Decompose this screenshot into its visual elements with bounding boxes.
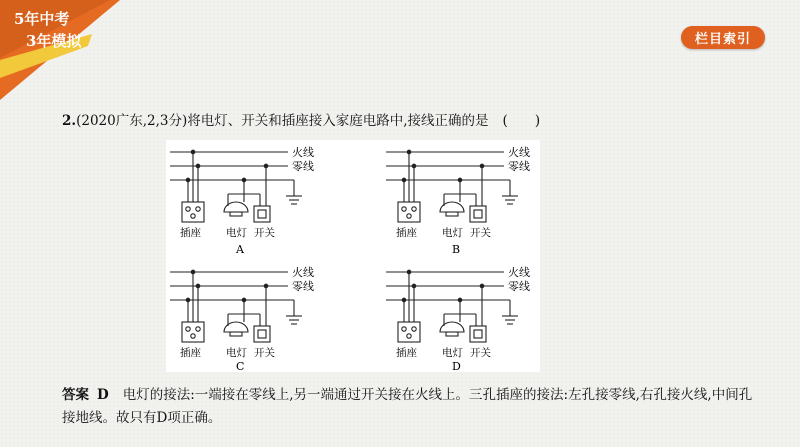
label-lamp: 电灯 xyxy=(226,347,247,359)
option-label-b: B xyxy=(452,243,461,256)
label-live: 火线 xyxy=(292,146,314,159)
label-lamp: 电灯 xyxy=(442,227,463,239)
circuit-option-c xyxy=(170,265,314,372)
label-live: 火线 xyxy=(508,146,530,159)
label-live: 火线 xyxy=(508,266,530,279)
label-lamp: 电灯 xyxy=(442,347,463,359)
circuit-option-b xyxy=(386,145,530,256)
logo-line1: 5年中考 xyxy=(14,10,70,28)
label-switch: 开关 xyxy=(470,347,491,359)
label-socket: 插座 xyxy=(396,227,417,239)
answer-blank: ( ) xyxy=(502,113,541,129)
label-socket: 插座 xyxy=(180,227,201,239)
label-neutral: 零线 xyxy=(292,280,314,293)
circuit-option-d xyxy=(386,265,530,372)
index-button[interactable]: 栏目索引 xyxy=(681,26,765,49)
circuit-figure xyxy=(166,140,540,372)
option-label-c: C xyxy=(236,360,245,372)
label-switch: 开关 xyxy=(470,227,491,239)
logo-line2: 3年模拟 xyxy=(26,32,82,50)
answer-choice: D xyxy=(97,387,109,403)
circuit-diagrams xyxy=(166,140,540,372)
label-neutral: 零线 xyxy=(508,160,530,173)
question-body: (2020广东,2,3分)将电灯、开关和插座接入家庭电路中,接线正确的是 xyxy=(76,113,489,129)
label-neutral: 零线 xyxy=(508,280,530,293)
circuit-option-a xyxy=(170,145,314,256)
answer-explanation: 电灯的接法:一端接在零线上,另一端通过开关接在火线上。三孔插座的接法:左孔接零线,右孔接火线,中间孔接地线。故只有D项正确。 xyxy=(62,387,753,426)
label-switch: 开关 xyxy=(254,347,275,359)
question-text xyxy=(62,109,540,129)
answer-section xyxy=(62,384,762,430)
brand-logo xyxy=(0,0,120,100)
question-number: 2. xyxy=(62,113,77,129)
label-socket: 插座 xyxy=(396,347,417,359)
label-lamp: 电灯 xyxy=(226,227,247,239)
label-socket: 插座 xyxy=(180,347,201,359)
label-switch: 开关 xyxy=(254,227,275,239)
label-neutral: 零线 xyxy=(292,160,314,173)
option-label-d: D xyxy=(452,360,461,372)
option-label-a: A xyxy=(236,243,244,256)
answer-label: 答案 xyxy=(62,387,89,403)
label-live: 火线 xyxy=(292,266,314,279)
